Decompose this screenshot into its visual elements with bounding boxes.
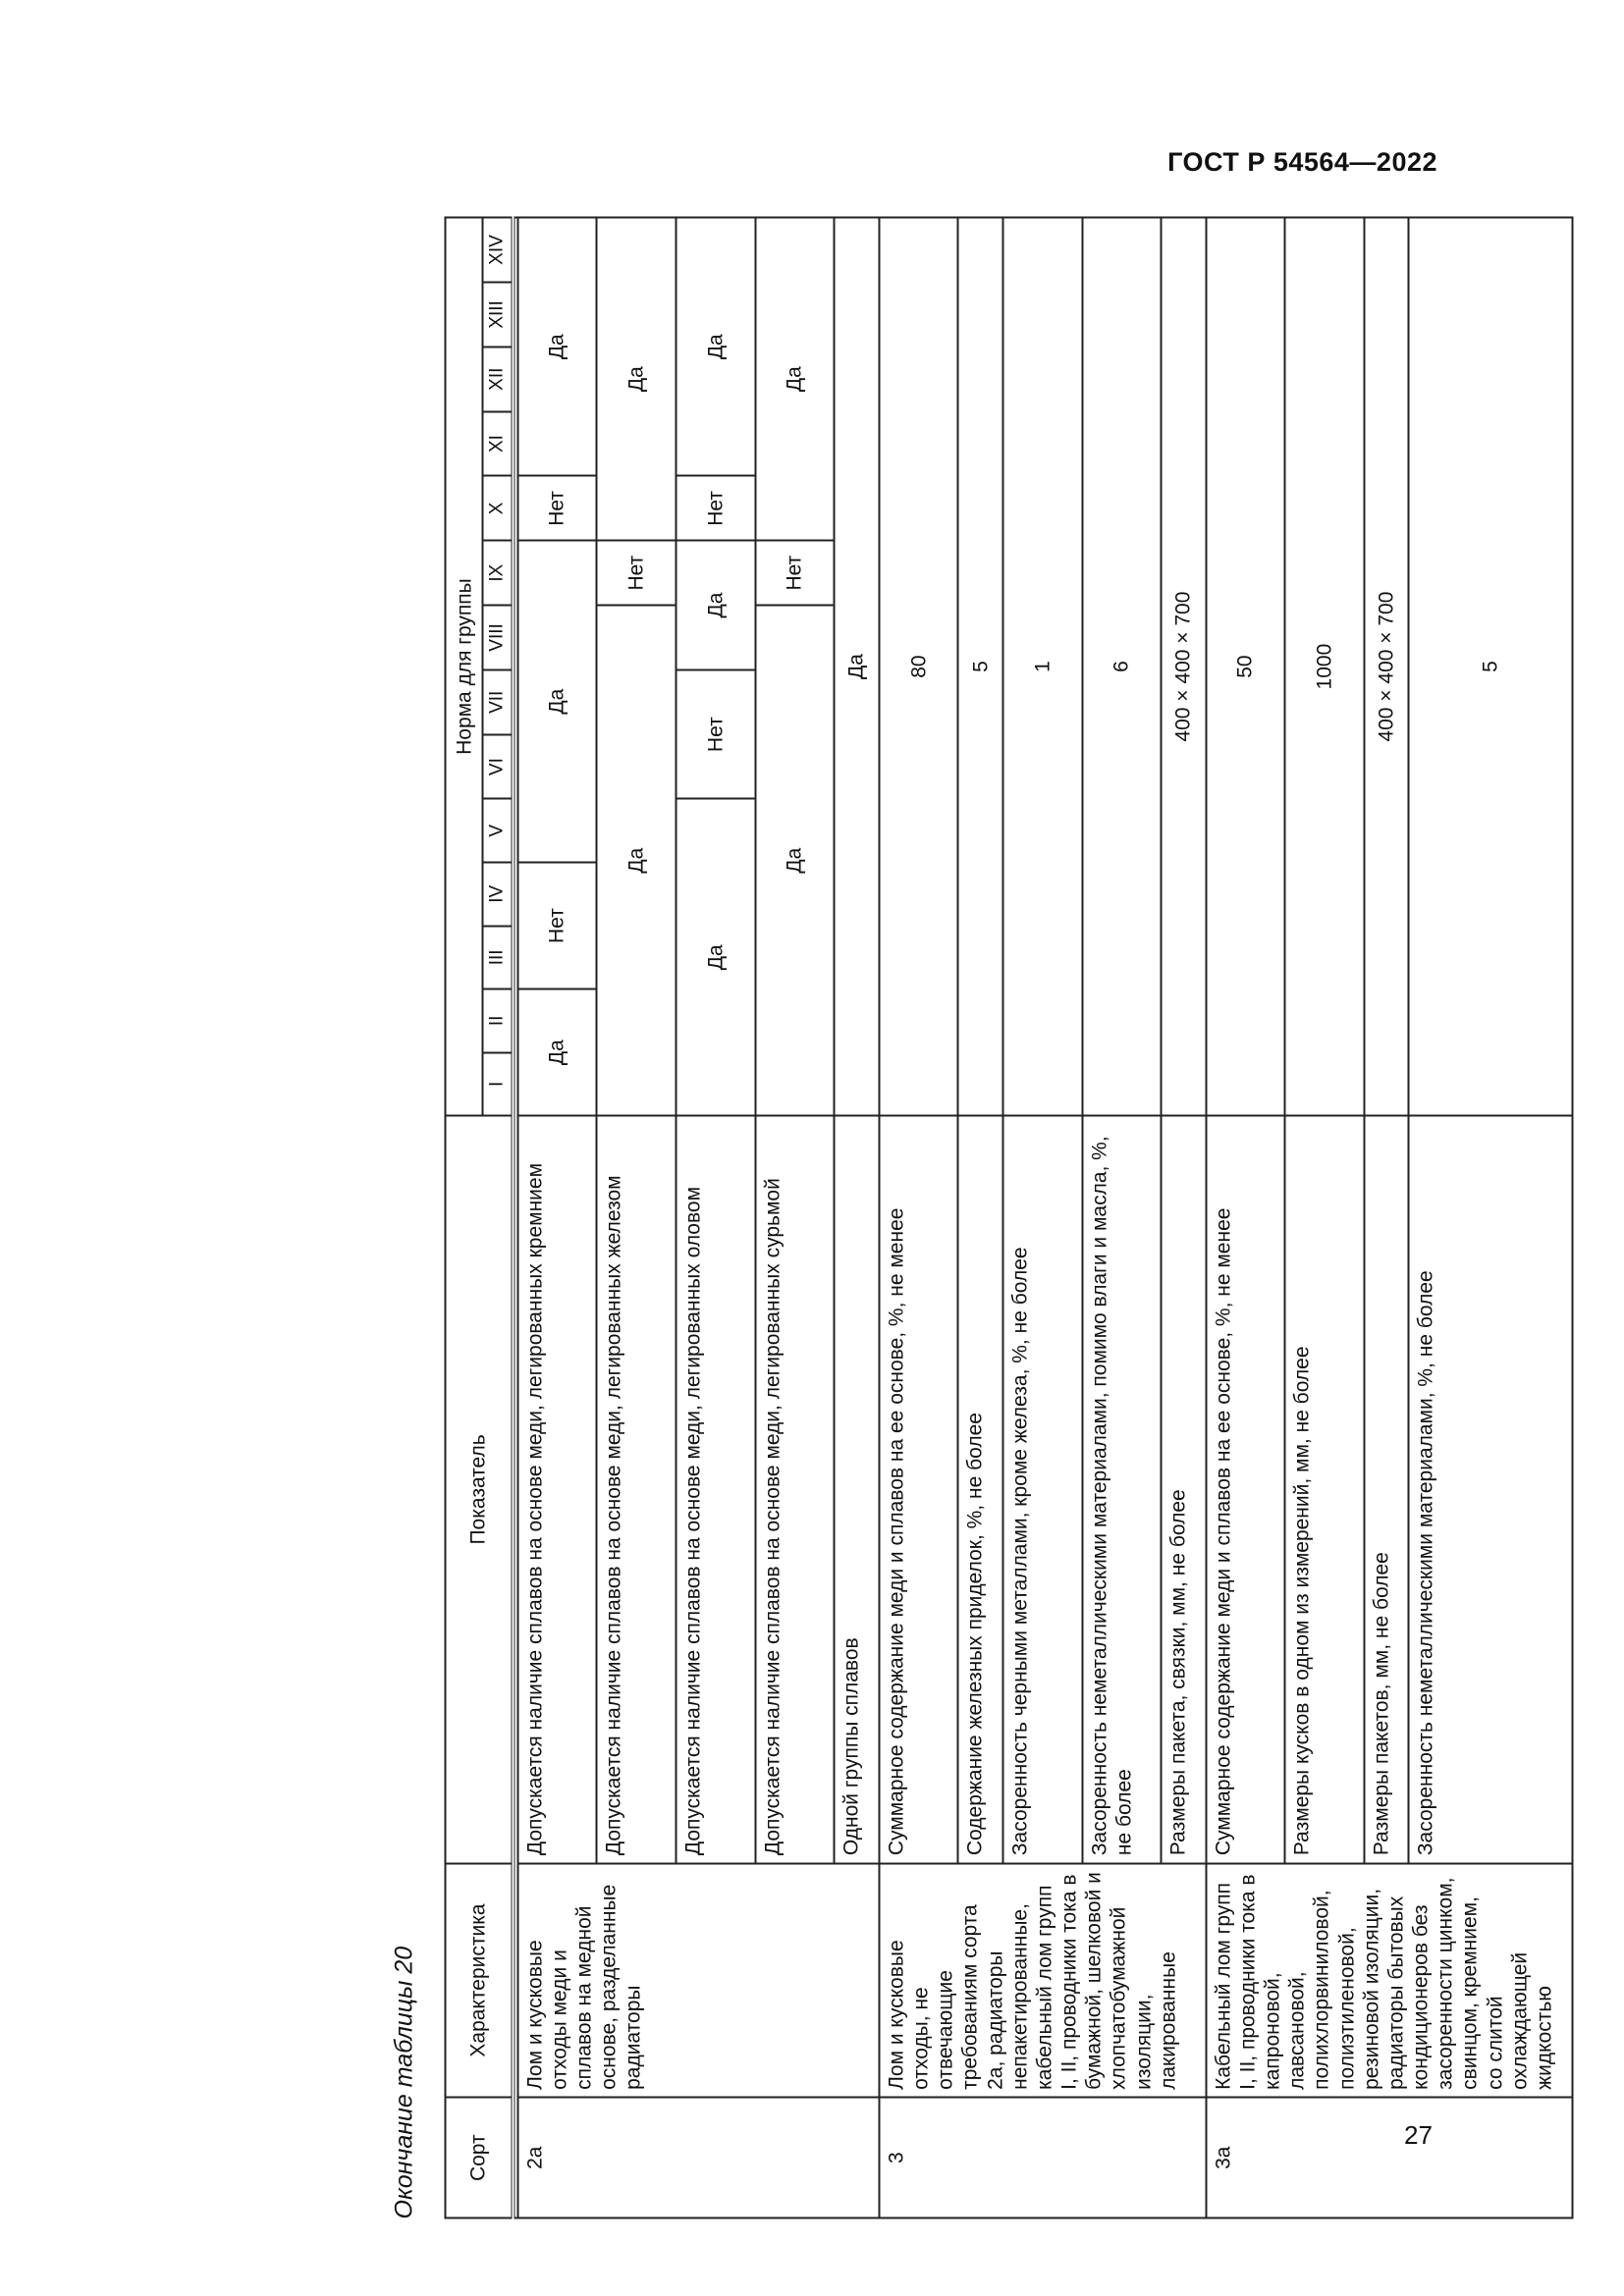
row-2a-silicon-v-ix: Да [517,540,597,862]
row-3a-characteristic: Кабельный лом групп I, II, проводники тока в капроновой, лавсановой, полихлорвиниловой, полиэтиленовой, резиновой изоляции, радиаторы бытовых кондиционеров без засоренности цинком, свинцом, кремнием, со слитой охлаждающей жидкостью [1206,1863,1572,2098]
header-norm-group: Норма для группы [446,217,483,1115]
group-col-iii: III [483,926,513,989]
row-3-indicator-ferrous: Засоренность черными металлами, кроме железа, %, не более [1002,1115,1082,1862]
row-2a-indicator-antimony: Допускается наличие сплавов на основе меди, легированных сурьмой [755,1115,835,1862]
row-3a-sort: 3а [1206,2097,1572,2217]
header-characteristic: Характеристика [446,1863,514,2098]
row-2a-tin-x: Нет [676,475,755,540]
row-3-indicator-package-size: Размеры пакета, связки, мм, не более [1162,1115,1206,1862]
group-col-vi: VI [483,734,513,799]
row-3a-indicator-nonmetallic: Засоренность неметаллическими материалами, %, не более [1409,1115,1573,1862]
row-2a-silicon-xi-xiv: Да [517,217,597,475]
row-3a-indicator-package-size: Размеры пакетов, мм, не более [1364,1115,1408,1862]
row-2a-indicator-iron: Допускается наличие сплавов на основе меди, легированных железом [597,1115,677,1862]
header-sort: Сорт [446,2097,514,2217]
row-3a-nonmetallic-value: 5 [1409,217,1573,1115]
group-col-ix: IX [483,540,513,605]
row-3-indicator-nonmetallic: Засоренность неметаллическими материалами, помимо влаги и масла, %, не более [1082,1115,1162,1862]
row-3a-package-size-value: 400 × 400 × 700 [1364,217,1408,1115]
row-2a-silicon-i-ii: Да [517,988,597,1115]
group-col-xii: XII [483,347,513,411]
row-2a-tin-vi-vii: Нет [676,669,755,799]
row-2a-indicator-one-group: Одной группы сплавов [835,1115,879,1862]
header-indicator: Показатель [446,1115,514,1862]
row-2a-indicator-silicon: Допускается наличие сплавов на основе меди, легированных кремнием [517,1115,597,1862]
row-2a-tin-i-v: Да [676,799,755,1116]
row-3-ferrous-value: 1 [1002,217,1082,1115]
row-2a-iron-ix: Нет [597,540,677,605]
row-3-package-size-value: 400 × 400 × 700 [1162,217,1206,1115]
row-3-copper-content-value: 80 [879,217,958,1115]
row-2a-antimony-x-xiv: Да [755,217,835,540]
row-3-characteristic: Лом и кусковые отходы, не отвечающие требованиям сорта 2а, радиаторы непакетированные, кабельный лом групп I, II, проводники тока в бумажной, шелковой и хлопчатобумажной изоляции, лакированные [879,1863,1206,2098]
group-col-xi: XI [483,411,513,476]
row-2a-characteristic: Лом и кусковые отходы меди и сплавов на медной основе, разделанные радиаторы [517,1863,879,2098]
group-col-xiii: XIII [483,282,513,347]
group-col-vii: VII [483,669,513,734]
row-2a-silicon-iii-iv: Нет [517,862,597,988]
group-col-xiv: XIV [483,217,513,282]
group-col-iv: IV [483,862,513,926]
group-col-viii: VIII [483,605,513,669]
row-3-indicator-iron-parts: Содержание железных приделок, %, не более [958,1115,1002,1862]
page-number: 27 [1404,2120,1433,2150]
group-col-v: V [483,799,513,863]
standard-code: ГОСТ Р 54564—2022 [1167,147,1437,177]
row-2a-antimony-i-viii: Да [755,605,835,1115]
row-3a-indicator-copper-content: Суммарное содержание меди и сплавов на ее основе, %, не менее [1206,1115,1285,1862]
row-3a-copper-content-value: 50 [1206,217,1285,1115]
row-2a-sort: 2а [517,2097,879,2217]
row-3-nonmetallic-value: 6 [1082,217,1162,1115]
row-2a-antimony-ix: Нет [755,540,835,605]
row-2a-silicon-x: Нет [517,475,597,540]
row-3-indicator-copper-content: Суммарное содержание меди и сплавов на ее основе, %, не менее [879,1115,958,1862]
row-2a-tin-xi-xiv: Да [676,217,755,475]
row-2a-iron-i-viii: Да [597,605,677,1115]
row-3-iron-parts-value: 5 [958,217,1002,1115]
row-3a-piece-size-value: 1000 [1285,217,1365,1115]
row-2a-one-group-value: Да [835,217,879,1115]
table-caption: Окончание таблицы 20 [390,1946,418,2218]
group-col-i: I [483,1052,513,1116]
norms-table [445,216,1574,2218]
row-2a-iron-x-xiv: Да [597,217,677,540]
rotated-table-block [391,216,1574,2218]
row-3-sort: 3 [879,2097,1206,2217]
group-col-ii: II [483,988,513,1052]
row-3a-indicator-piece-size: Размеры кусков в одном из измерений, мм, не более [1285,1115,1365,1862]
row-2a-tin-viii-ix: Да [676,540,755,669]
group-col-x: X [483,475,513,540]
row-2a-indicator-tin: Допускается наличие сплавов на основе меди, легированных оловом [676,1115,755,1862]
